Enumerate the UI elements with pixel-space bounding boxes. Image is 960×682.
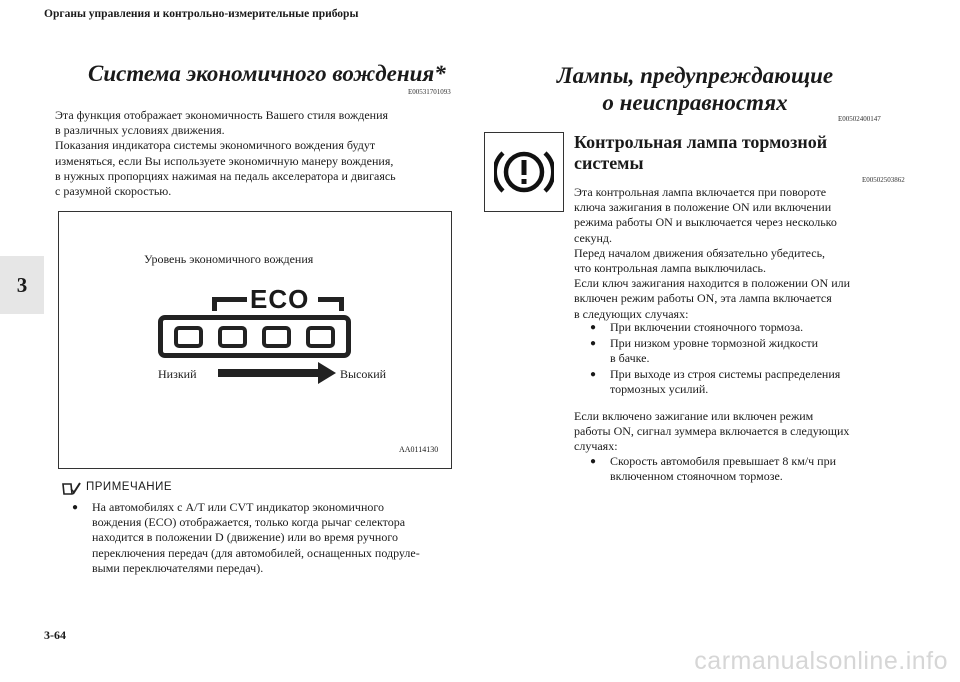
eco-segment: [262, 326, 291, 348]
page-number: 3-64: [44, 628, 66, 642]
list-item: [590, 320, 890, 335]
bullet-dot: ●: [72, 502, 79, 513]
eco-bar-left: [217, 297, 247, 302]
bullet-dot: ●: [590, 456, 597, 467]
bullet-dot: ●: [590, 322, 597, 333]
list-item: [590, 336, 890, 366]
eco-label: ECO: [250, 284, 310, 314]
brake-warning-icon: [494, 143, 554, 201]
section-tab: [0, 256, 44, 314]
eco-segment: [306, 326, 335, 348]
note-heading: ПРИМЕЧАНИЕ: [86, 481, 173, 493]
eco-segment: [174, 326, 203, 348]
section-code: E00502400147: [838, 115, 881, 123]
bullet-dot: ●: [590, 338, 597, 349]
label-low: Низкий: [158, 367, 197, 381]
eco-segment: [218, 326, 247, 348]
note-bullet: [72, 500, 462, 576]
section-tab-number: 3: [16, 272, 28, 297]
list-item-text: При включении стояночного тормоза.: [610, 320, 804, 334]
level-arrow-icon: [218, 362, 336, 384]
section-title-eco-driving: Система экономичного вождения*: [88, 61, 446, 86]
list-item: [590, 454, 890, 484]
eco-level-strip: [158, 315, 351, 358]
figure-id: AA0114130: [399, 445, 439, 454]
eco-bracket-right: [339, 297, 344, 311]
section-code: E00531701093: [408, 88, 451, 96]
label-high: Высокий: [340, 367, 387, 381]
list-item-text: Скорость автомобиля превышает 8 км/ч при включенном стояночном тормозе.: [610, 454, 836, 484]
list-item-text: При выходе из строя системы распределения тормозных усилий.: [610, 367, 841, 397]
lamp-description: Эта контрольная лампа включается при повороте ключа зажигания в положение ON или включении режима работы ON и выключается через несколько секунд. Перед началом движения обязательно убедитесь, что контрольная лампа выключилась. Если ключ зажигания находится в положении ON или включен режим работы ON, эта лампа включается в следующих случаях:: [574, 185, 851, 321]
running-header: Органы управления и контрольно-измерительные приборы: [44, 8, 359, 20]
figure-caption: Уровень экономичного вождения: [144, 252, 314, 266]
list-item: [590, 367, 890, 397]
section-title-warning-lamps: Лампы, предупреждающие о неисправностях: [556, 63, 834, 115]
lamp-title: Контрольная лампа тормозной системы: [574, 132, 828, 173]
note-bullet-text: На автомобилях с A/T или CVT индикатор экономичного вождения (ECO) отображается, только когда рычаг селектора находится в положении D (движение) или во время ручного переключения передач (для автомобилей, оснащенных подруле- выми переключателями передач).: [92, 500, 420, 575]
watermark: carmanualsonline.info: [694, 647, 948, 675]
buzzer-paragraph: Если включено зажигание или включен режим работы ON, сигнал зуммера включается в следующих случаях:: [574, 409, 850, 454]
list-item-text: При низком уровне тормозной жидкости в бачке.: [610, 336, 819, 366]
note-icon: [62, 481, 82, 497]
lamp-code: E00502503862: [862, 176, 905, 184]
intro-paragraph: Эта функция отображает экономичность Вашего стиля вождения в различных условиях движения. Показания индикатора системы экономичного вождения будут изменяться, если Вы используете экономичную манеру вождения, в нужных пропорциях нажимая на педаль акселератора и двигаясь с разумной скоростью.: [55, 108, 396, 199]
bullet-dot: ●: [590, 369, 597, 380]
